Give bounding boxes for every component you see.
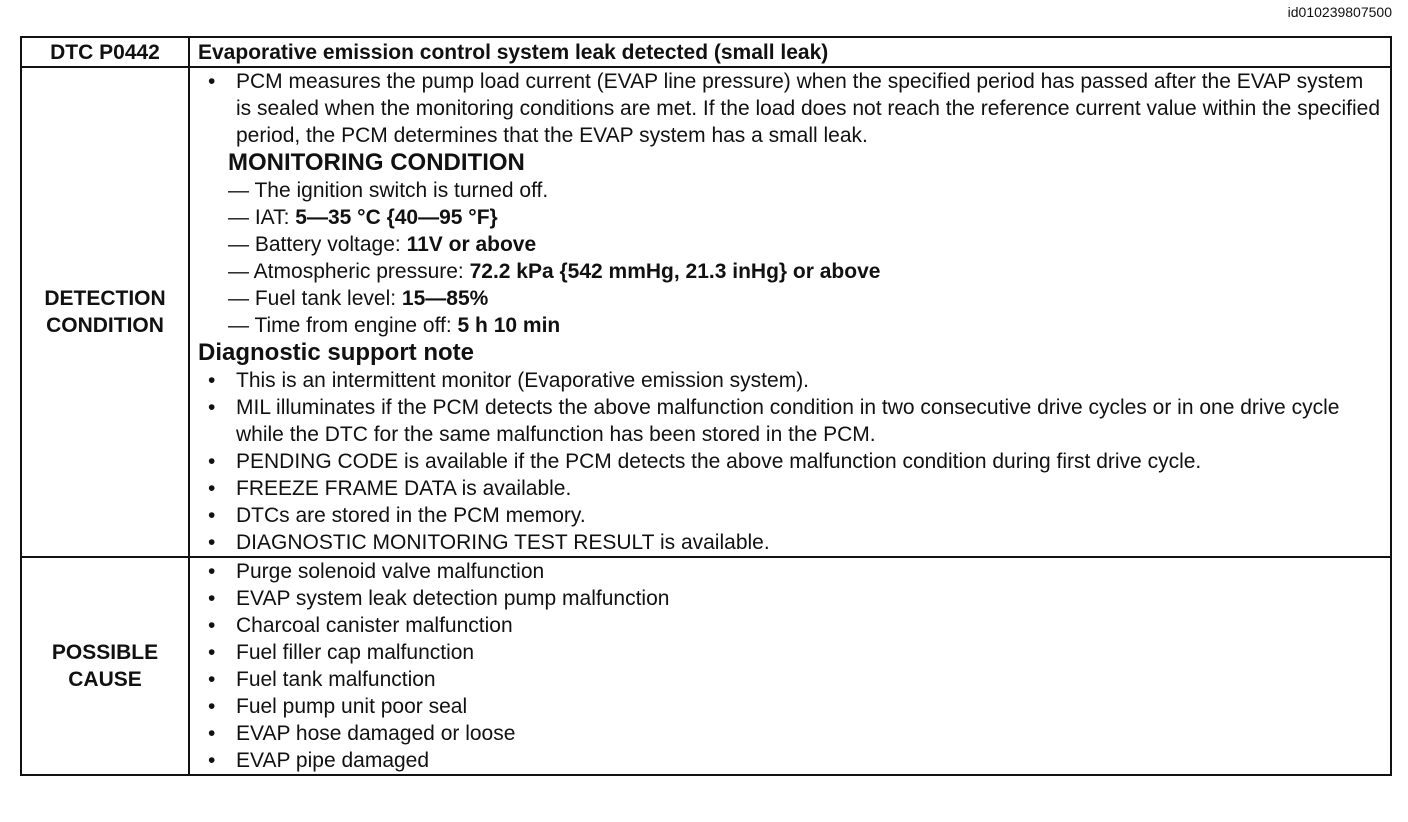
dtc-code: DTC P0442 [21, 37, 189, 67]
detection-intro: • PCM measures the pump load current (EVAP line pressure) when the specified period has passed after the EVAP system is sealed when the monitoring conditions are met. If the load does not reach the reference current value within the specified period, the PCM determines that the EVAP system has a small leak. [198, 68, 1382, 149]
condition-item: — Time from engine off: 5 h 10 min [228, 314, 561, 337]
condition-item: — Battery voltage: 11V or above [228, 233, 537, 256]
cause-item: • EVAP system leak detection pump malfunction [198, 585, 1382, 612]
diagnostic-notes-list [198, 367, 1382, 556]
note-item: • This is an intermittent monitor (Evaporative emission system). [198, 367, 1382, 394]
dtc-title: Evaporative emission control system leak detected (small leak) [189, 37, 1391, 67]
dtc-table [20, 36, 1392, 776]
detection-row [21, 67, 1391, 557]
cause-item: • Fuel tank malfunction [198, 666, 1382, 693]
condition-item: — The ignition switch is turned off. [228, 179, 549, 202]
note-item: • DIAGNOSTIC MONITORING TEST RESULT is available. [198, 529, 1382, 556]
possible-cause-row [21, 557, 1391, 775]
possible-cause-content [189, 557, 1391, 775]
condition-item: — Fuel tank level: 15—85% [228, 287, 489, 310]
possible-cause-label [21, 557, 189, 775]
header-row [21, 37, 1391, 67]
condition-item: — IAT: 5—35 °C {40—95 °F} [228, 206, 498, 229]
detection-label [21, 67, 189, 557]
cause-item: • Purge solenoid valve malfunction [198, 558, 1382, 585]
note-item: • PENDING CODE is available if the PCM detects the above malfunction condition during first drive cycle. [198, 448, 1382, 475]
note-item: • MIL illuminates if the PCM detects the above malfunction condition in two consecutive drive cycles or in one drive cycle while the DTC for the same malfunction has been stored in the PCM. [198, 394, 1382, 448]
possible-cause-label-line2: CAUSE [68, 668, 142, 691]
document-id: id010239807500 [1287, 4, 1392, 20]
detection-content [189, 67, 1391, 557]
detection-label-line2: CONDITION [46, 314, 164, 337]
diagnostic-support-heading: Diagnostic support note [198, 339, 474, 366]
detection-label-line1: DETECTION [44, 287, 166, 310]
possible-cause-label-line1: POSSIBLE [51, 641, 159, 664]
cause-item: • EVAP pipe damaged [198, 747, 1382, 774]
detection-intro-list [198, 68, 1382, 149]
note-item: • DTCs are stored in the PCM memory. [198, 502, 1382, 529]
cause-item: • Fuel filler cap malfunction [198, 639, 1382, 666]
condition-item: — Atmospheric pressure: 72.2 kPa {542 mmHg, 21.3 inHg} or above [228, 260, 881, 283]
cause-item: • EVAP hose damaged or loose [198, 720, 1382, 747]
possible-cause-list [198, 558, 1382, 774]
monitoring-condition-list [198, 177, 1382, 339]
monitoring-condition-heading: MONITORING CONDITION [228, 149, 525, 176]
cause-item: • Fuel pump unit poor seal [198, 693, 1382, 720]
cause-item: • Charcoal canister malfunction [198, 612, 1382, 639]
note-item: • FREEZE FRAME DATA is available. [198, 475, 1382, 502]
